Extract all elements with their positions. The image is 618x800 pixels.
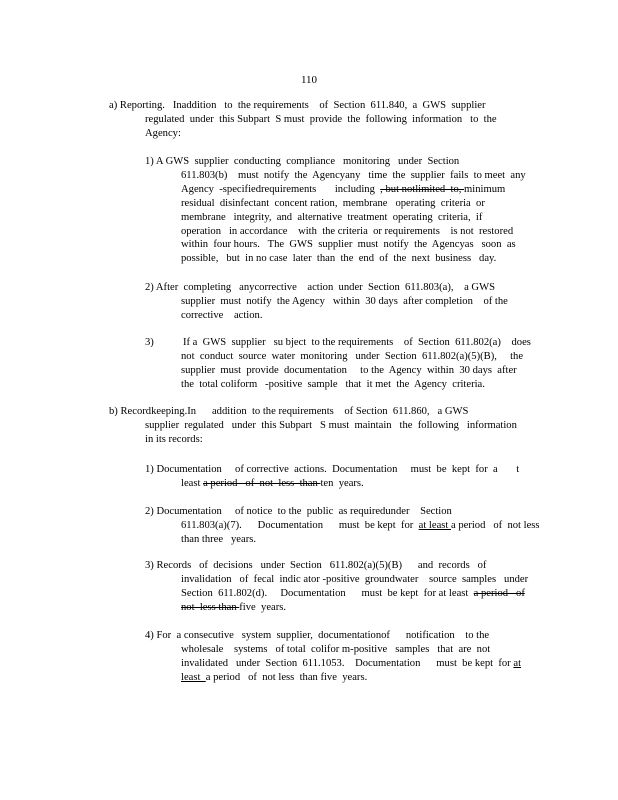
text-run: invalidation of fecal indic ator -positive groundwater source samples under bbox=[181, 574, 529, 585]
text-line bbox=[181, 252, 526, 266]
text-line bbox=[181, 519, 540, 533]
section-a-item-2-body bbox=[181, 295, 508, 323]
text-run: membrane integrity, and alternative treatment operating criteria, if bbox=[181, 211, 483, 223]
section-b-item-4-body bbox=[181, 643, 521, 685]
deleted-text: a period of bbox=[473, 587, 525, 599]
text-line bbox=[181, 350, 523, 364]
text-line bbox=[181, 225, 526, 239]
section-a-line-2 bbox=[145, 127, 181, 141]
text-line bbox=[145, 463, 519, 477]
text-run: invalidated under Section 611.1053. Documentation must be kept for bbox=[181, 657, 514, 669]
text-line bbox=[145, 433, 203, 447]
text-run: not conduct source water monitoring under Section 611.802(a)(5)(B), the bbox=[181, 351, 524, 362]
deleted-text: a period of not less than bbox=[203, 478, 321, 489]
text-line bbox=[145, 155, 459, 169]
text-line bbox=[181, 197, 526, 211]
text-line bbox=[181, 533, 540, 547]
text-line bbox=[145, 629, 489, 643]
text-line bbox=[181, 477, 364, 491]
text-line bbox=[145, 113, 497, 127]
text-run: least bbox=[181, 478, 204, 489]
text-line bbox=[181, 364, 523, 378]
text-run: 2) Documentation of notice to the public as requiredunder Section bbox=[145, 506, 452, 517]
text-line bbox=[181, 573, 528, 587]
text-line bbox=[181, 657, 521, 671]
text-run: regulated under this Subpart S must provide the following information to the bbox=[145, 114, 497, 125]
inserted-text: at bbox=[513, 657, 522, 669]
text-line bbox=[181, 643, 521, 657]
text-run: a period of not less bbox=[450, 520, 540, 531]
text-run: Agency -specifiedrequirements including bbox=[181, 183, 381, 195]
text-line bbox=[145, 559, 486, 573]
text-run: 2) After completing anycorrective action under Section 611.803(a), a GWS bbox=[145, 282, 495, 293]
text-run: Section 611.802(d). Documentation must be kept for at least bbox=[181, 587, 474, 599]
inserted-text: least bbox=[181, 671, 206, 683]
text-line bbox=[181, 601, 528, 615]
text-run: operation in accordance with the criteria or requirements is not restored bbox=[181, 225, 514, 237]
page-number: 110 bbox=[300, 74, 318, 86]
section-b-item-3-body bbox=[181, 573, 528, 615]
text-line bbox=[145, 505, 452, 519]
text-run: b) Recordkeeping.In addition to the requirements of Section 611.860, a GWS bbox=[109, 406, 469, 417]
section-a-item-2-first bbox=[145, 281, 495, 295]
text-line bbox=[145, 419, 517, 433]
text-line bbox=[181, 238, 526, 252]
text-run: 1) Documentation of corrective actions. Documentation must be kept for a t bbox=[145, 464, 520, 475]
text-line bbox=[109, 99, 486, 113]
section-a-item-1-first bbox=[145, 155, 459, 169]
text-run: in its records: bbox=[145, 434, 203, 445]
text-run: a) Reporting. Inaddition to the requirements of Section 611.840, a GWS supplier bbox=[109, 100, 486, 111]
text-run: Agency: bbox=[145, 128, 181, 139]
text-line bbox=[109, 405, 468, 419]
text-line bbox=[145, 281, 495, 295]
text-run: 611.803(a)(7). Documentation must be kept for bbox=[181, 520, 419, 531]
section-b-item-2-first bbox=[145, 505, 452, 519]
section-b-item-2-body bbox=[181, 519, 540, 547]
text-line bbox=[181, 671, 521, 685]
deleted-text: , but notlimited to, bbox=[380, 183, 465, 195]
text-run: the total coliform -positive sample that it met the Agency criteria. bbox=[181, 378, 485, 390]
text-run: than three years. bbox=[181, 533, 257, 545]
text-run: possible, but in no case later than the end of the next business day. bbox=[181, 253, 497, 265]
text-run: supplier must notify the Agency within 30 days after completion of the bbox=[181, 296, 508, 307]
text-line bbox=[181, 587, 528, 601]
text-run: ten years. bbox=[320, 478, 364, 489]
text-run: a period of not less than five years. bbox=[205, 671, 368, 683]
text-line bbox=[181, 309, 508, 323]
text-run: five years. bbox=[239, 601, 287, 613]
text-line bbox=[181, 169, 526, 183]
text-run: supplier must provide documentation to the Agency within 30 days after bbox=[181, 364, 517, 376]
section-b-item-1-first bbox=[145, 463, 519, 477]
section-b-item-1-body bbox=[181, 477, 364, 491]
section-a-item-3-body bbox=[181, 350, 523, 392]
section-a-line-0 bbox=[109, 99, 486, 113]
deleted-text: not less than bbox=[181, 601, 240, 613]
section-a-item-1-body bbox=[181, 169, 526, 266]
text-run: 3) If a GWS supplier su bject to the requirements of Section 611.802(a) does bbox=[145, 337, 531, 348]
text-run: wholesale systems of total colifor m-positive samples that are not bbox=[181, 644, 491, 655]
text-line bbox=[145, 127, 181, 141]
section-b-line-2 bbox=[145, 433, 203, 447]
text-run: corrective action. bbox=[181, 309, 263, 321]
text-run: minimum bbox=[464, 183, 506, 195]
section-a-item-3-first bbox=[145, 336, 531, 350]
section-a-line-1 bbox=[145, 113, 497, 127]
text-line bbox=[181, 378, 523, 392]
section-b-line-0 bbox=[109, 405, 468, 419]
text-line bbox=[181, 211, 526, 225]
text-run: 1) A GWS supplier conducting compliance monitoring under Section bbox=[145, 156, 460, 167]
text-line bbox=[181, 183, 526, 197]
text-run: within four hours. The GWS supplier must notify the Agencyas soon as bbox=[181, 239, 516, 251]
inserted-text: at least bbox=[418, 520, 451, 531]
section-b-line-1 bbox=[145, 419, 517, 433]
text-run: residual disinfectant concent ration, membrane operating criteria or bbox=[181, 197, 485, 209]
text-line bbox=[145, 336, 531, 350]
section-b-item-4-first bbox=[145, 629, 489, 643]
text-run: 611.803(b) must notify the Agencyany time the supplier fails to meet any bbox=[181, 170, 526, 181]
text-run: 3) Records of decisions under Section 611.802(a)(5)(B) and records of bbox=[145, 560, 487, 571]
text-line bbox=[181, 295, 508, 309]
text-run: supplier regulated under this Subpart S must maintain the following information bbox=[145, 420, 517, 431]
section-b-item-3-first bbox=[145, 559, 486, 573]
text-run: 4) For a consecutive system supplier, documentationof notification to the bbox=[145, 630, 490, 641]
